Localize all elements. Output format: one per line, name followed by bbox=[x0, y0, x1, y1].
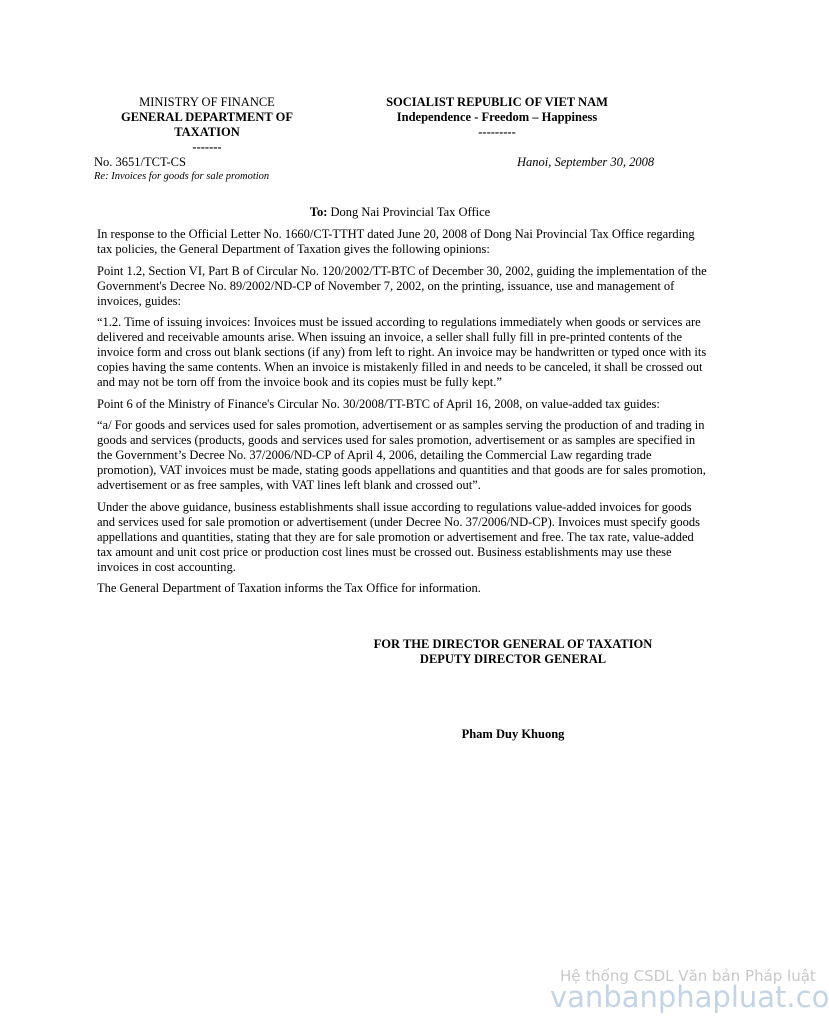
reference-block bbox=[94, 155, 269, 184]
country-name: SOCIALIST REPUBLIC OF VIET NAM bbox=[386, 95, 608, 109]
national-heading bbox=[366, 95, 628, 140]
issuer-block bbox=[96, 95, 318, 155]
signer-name: Pham Duy Khuong bbox=[461, 727, 565, 741]
body-paragraph: Point 6 of the Ministry of Finance's Circular No. 30/2008/TT-BTC of April 16, 2008, on value-added tax guides: bbox=[97, 396, 660, 411]
signature-block bbox=[340, 637, 686, 667]
recipient-name: Dong Nai Provincial Tax Office bbox=[330, 205, 491, 219]
department-name-line1: GENERAL DEPARTMENT OF bbox=[120, 110, 294, 124]
signature-line1: FOR THE DIRECTOR GENERAL OF TAXATION bbox=[373, 637, 653, 651]
document-number: No. 3651/TCT-CS bbox=[94, 155, 186, 169]
letter-body bbox=[97, 227, 709, 603]
national-motto: Independence - Freedom – Happiness bbox=[396, 110, 598, 124]
body-paragraph: Under the above guidance, business establishments shall issue according to regulations value-added invoices for goods and services used for sale promotion or advertisement (under Decree No. 37/2006/ND-CP). Invoices must specify goods appellations and quantities, stating that they are for sale promotion or advertisement and free. The tax rate, value-added tax amount and unit cost price or production cost lines must be crossed out. Business establishments may use these invoices in cost accounting. bbox=[97, 499, 700, 574]
body-paragraph: Point 1.2, Section VI, Part B of Circular No. 120/2002/TT-BTC of December 30, 2002, guiding the implementation of the Government's Decree No. 89/2002/ND-CP of November 7, 2002, on the printing, issuance, use and management of invoices, guides: bbox=[97, 263, 707, 308]
document-subject: Re: Invoices for goods for sale promotion bbox=[94, 171, 270, 182]
ministry-name: MINISTRY OF FINANCE bbox=[139, 95, 275, 109]
heading-divider: --------- bbox=[478, 125, 516, 139]
body-paragraph: “a/ For goods and services used for sales promotion, advertisement or as samples serving the production of and trading in goods and services (products, goods and services used for sales promotion, advertisement or as samples are specified in the Government’s Decree No. 37/2006/ND-CP of April 4, 2006, detailing the Commercial Law regarding trade promotion), VAT invoices must be made, stating goods appellations and quantities and that goods are for sales promotion, advertisement or as free samples, with VAT lines left blank and crossed out”. bbox=[97, 418, 706, 492]
document-date: Hanoi, September 30, 2008 bbox=[517, 155, 655, 169]
watermark-line2: vanbanphapluat.co bbox=[550, 980, 829, 1014]
body-paragraph: The General Department of Taxation informs the Tax Office for information. bbox=[97, 581, 481, 595]
issuer-divider: ------- bbox=[192, 140, 222, 154]
recipient-line bbox=[0, 205, 800, 220]
body-paragraph: “1.2. Time of issuing invoices: Invoices must be issued according to regulations immediately when goods or services are delivered and receivable amounts arise. When issuing an invoice, a seller shall fully fill in pre-printed contents of the invoice form and cross out blank sections (if any) from left to right. An invoice may be handwritten or typed once with its copies having the same contents. When an invoice is mistakenly filled in and needs to be canceled, it shall be crossed out and may not be torn off from the invoice book and its copies must be fully kept.” bbox=[97, 315, 707, 389]
body-paragraph: In response to the Official Letter No. 1660/CT-TTHT dated June 20, 2008 of Dong Nai Provincial Tax Office regarding tax policies, the General Department of Taxation gives the following opinions: bbox=[97, 227, 695, 256]
department-name-line2: TAXATION bbox=[174, 125, 240, 139]
recipient-label: To: bbox=[309, 205, 328, 219]
watermark-line1: Hệ thống CSDL Văn bản Pháp luật bbox=[560, 967, 816, 985]
signature-line2: DEPUTY DIRECTOR GENERAL bbox=[419, 652, 607, 666]
